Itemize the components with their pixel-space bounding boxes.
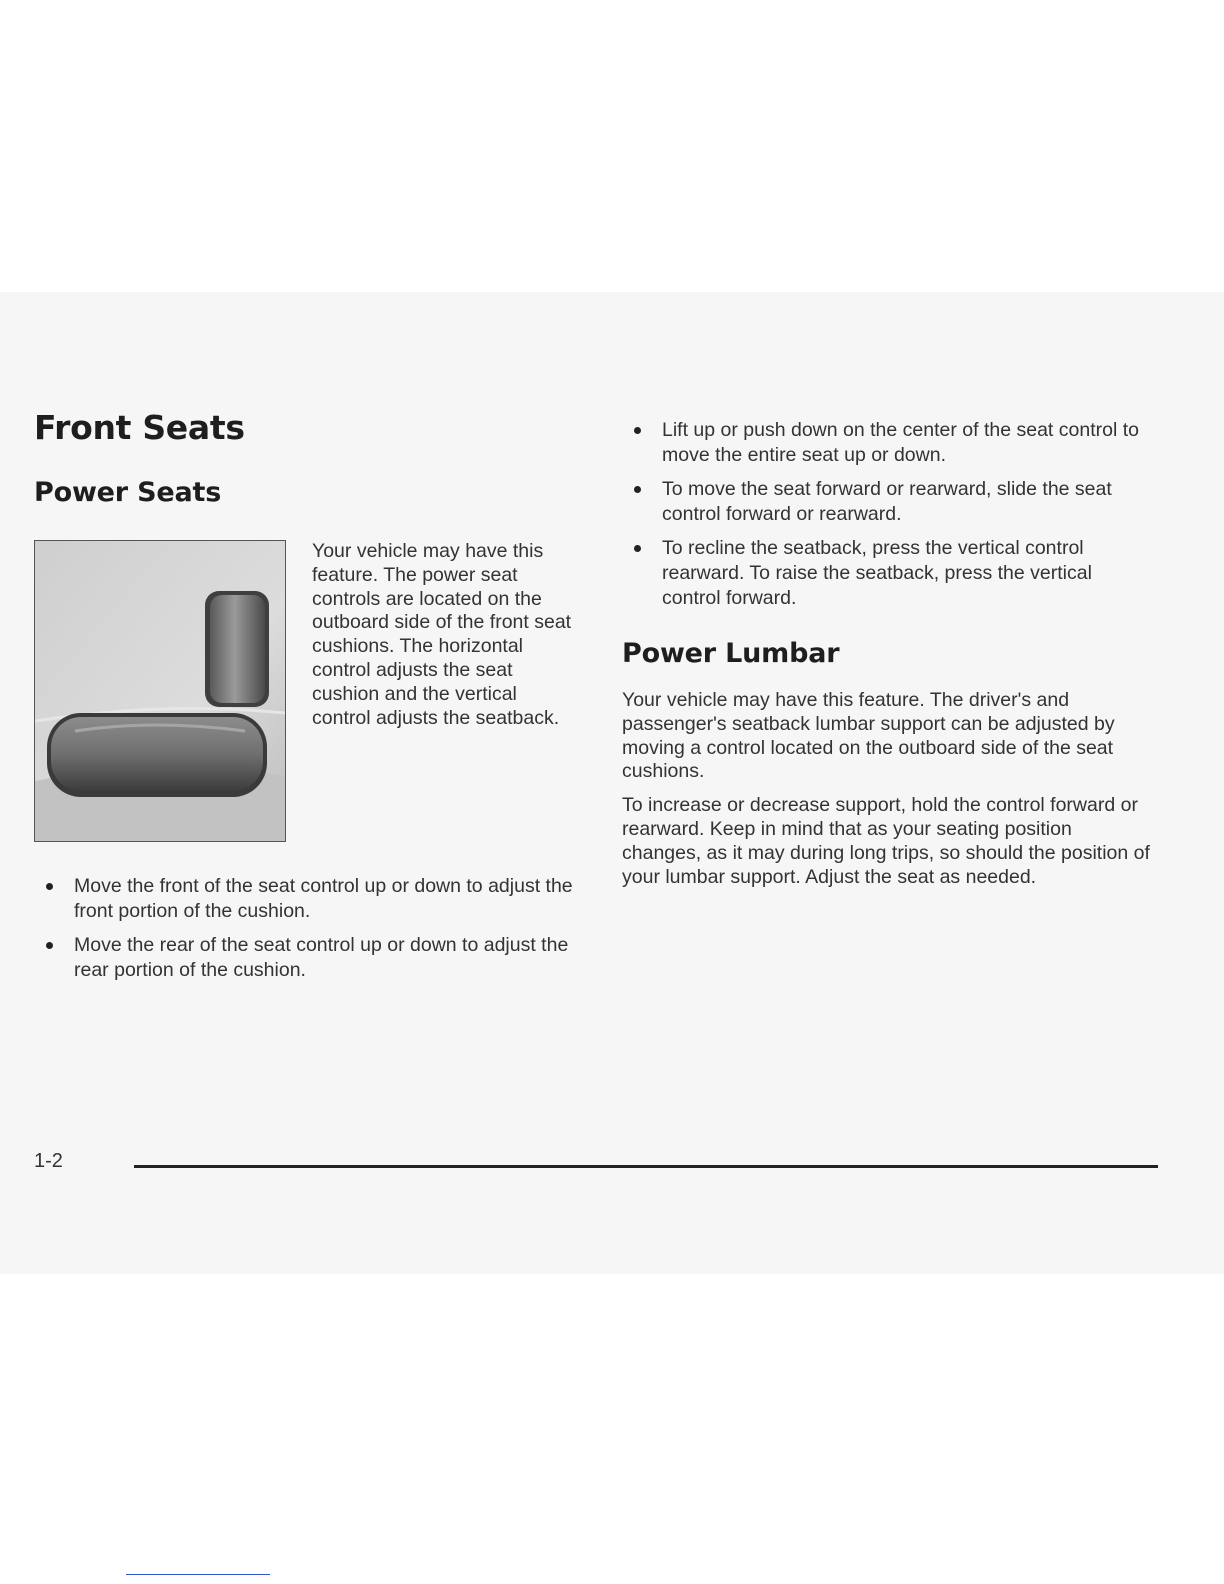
power-lumbar-heading: Power Lumbar — [622, 638, 840, 669]
power-lumbar-paragraph: Your vehicle may have this feature. The driver's and passenger's seatback lumbar support can be adjusted by moving a control located on the outboard side of the seat cushions. — [622, 689, 1115, 783]
bottom-divider — [126, 1574, 270, 1575]
list-item — [622, 536, 1152, 611]
list-item — [622, 477, 1152, 527]
list-item-text: Move the rear of the seat control up or down to adjust the rear portion of the cushion. — [74, 934, 569, 981]
list-item-text: Move the front of the seat control up or down to adjust the front portion of the cushion. — [74, 875, 573, 922]
page-number: 1-2 — [34, 1150, 63, 1172]
list-item — [34, 933, 574, 983]
power-seats-heading: Power Seats — [34, 477, 222, 508]
bullet-icon — [634, 545, 641, 552]
list-item-text: Lift up or push down on the center of the seat control to move the entire seat up or down. — [662, 419, 1139, 466]
bullet-icon — [634, 427, 641, 434]
bullet-icon — [46, 883, 53, 890]
right-bullet-list — [622, 418, 1152, 611]
left-bullet-list — [34, 874, 574, 983]
seat-control-figure — [34, 540, 286, 842]
right-column — [622, 418, 1152, 889]
footer-divider — [134, 1165, 1158, 1168]
section-title: Front Seats — [34, 408, 245, 447]
list-item — [34, 874, 574, 924]
list-item — [622, 418, 1152, 468]
left-column — [34, 408, 574, 992]
power-seats-intro: Your vehicle may have this feature. The power seat controls are located on the outboard side of the front seat cushions. The horizontal control adjusts the seat cushion and the vertical control adjusts the seatback. — [312, 540, 572, 729]
list-item-text: To recline the seatback, press the vertical control rearward. To raise the seatback, press the vertical control forward. — [662, 537, 1092, 609]
list-item-text: To move the seat forward or rearward, slide the seat control forward or rearward. — [662, 478, 1112, 525]
intro-row — [34, 540, 574, 842]
power-lumbar-paragraph: To increase or decrease support, hold the control forward or rearward. Keep in mind that as your seating position changes, as it may during long trips, so should the position of your lumbar support. Adjust the seat as needed. — [622, 794, 1150, 888]
bullet-icon — [634, 486, 641, 493]
bullet-icon — [46, 942, 53, 949]
